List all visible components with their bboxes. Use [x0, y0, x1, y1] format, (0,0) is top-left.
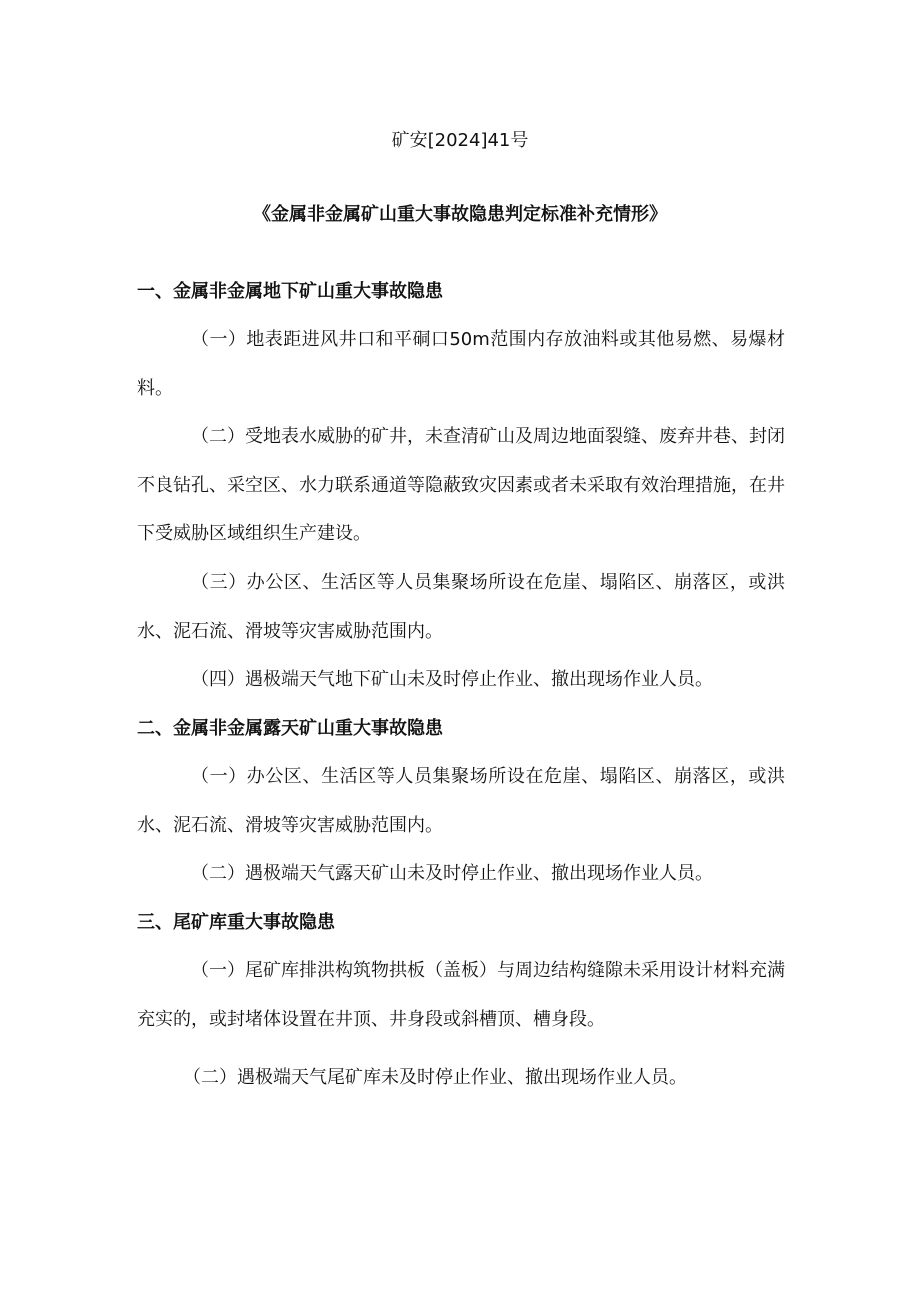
paragraph-underground-3: （三）办公区、生活区等人员集聚场所设在危崖、塌陷区、崩落区，或洪水、泥石流、滑坡等灾害威胁范围内。	[137, 572, 785, 642]
document-number: 矿安[2024]41号	[391, 130, 529, 151]
section-heading-tailings: 三、尾矿库重大事故隐患	[137, 912, 335, 933]
paragraph-tailings-1: （一）尾矿库排洪构筑物拱板（盖板）与周边结构缝隙未采用设计材料充满充实的，或封堵体设置在井顶、井身段或斜槽顶、槽身段。	[137, 960, 785, 1030]
paragraph-underground-2: （二）受地表水威胁的矿井，未查清矿山及周边地面裂缝、废弃井巷、封闭不良钻孔、采空区、水力联系通道等隐蔽致灾因素或者未采取有效治理措施，在井下受威胁区域组织生产建设。	[137, 426, 785, 544]
document-title: 《金属非金属矿山重大事故隐患判定标准补充情形》	[253, 204, 667, 225]
paragraph-open-pit-2: （二）遇极端天气露天矿山未及时停止作业、撤出现场作业人员。	[191, 863, 713, 884]
section-heading-open-pit: 二、金属非金属露天矿山重大事故隐患	[137, 718, 443, 739]
paragraph-open-pit-1: （一）办公区、生活区等人员集聚场所设在危崖、塌陷区、崩落区，或洪水、泥石流、滑坡等灾害威胁范围内。	[137, 766, 785, 836]
paragraph-tailings-2: （二）遇极端天气尾矿库未及时停止作业、撤出现场作业人员。	[183, 1067, 687, 1088]
section-heading-underground: 一、金属非金属地下矿山重大事故隐患	[137, 281, 443, 302]
paragraph-underground-4: （四）遇极端天气地下矿山未及时停止作业、撤出现场作业人员。	[191, 669, 713, 690]
paragraph-underground-1: （一）地表距进风井口和平硐口50m范围内存放油料或其他易燃、易爆材料。	[137, 329, 785, 399]
